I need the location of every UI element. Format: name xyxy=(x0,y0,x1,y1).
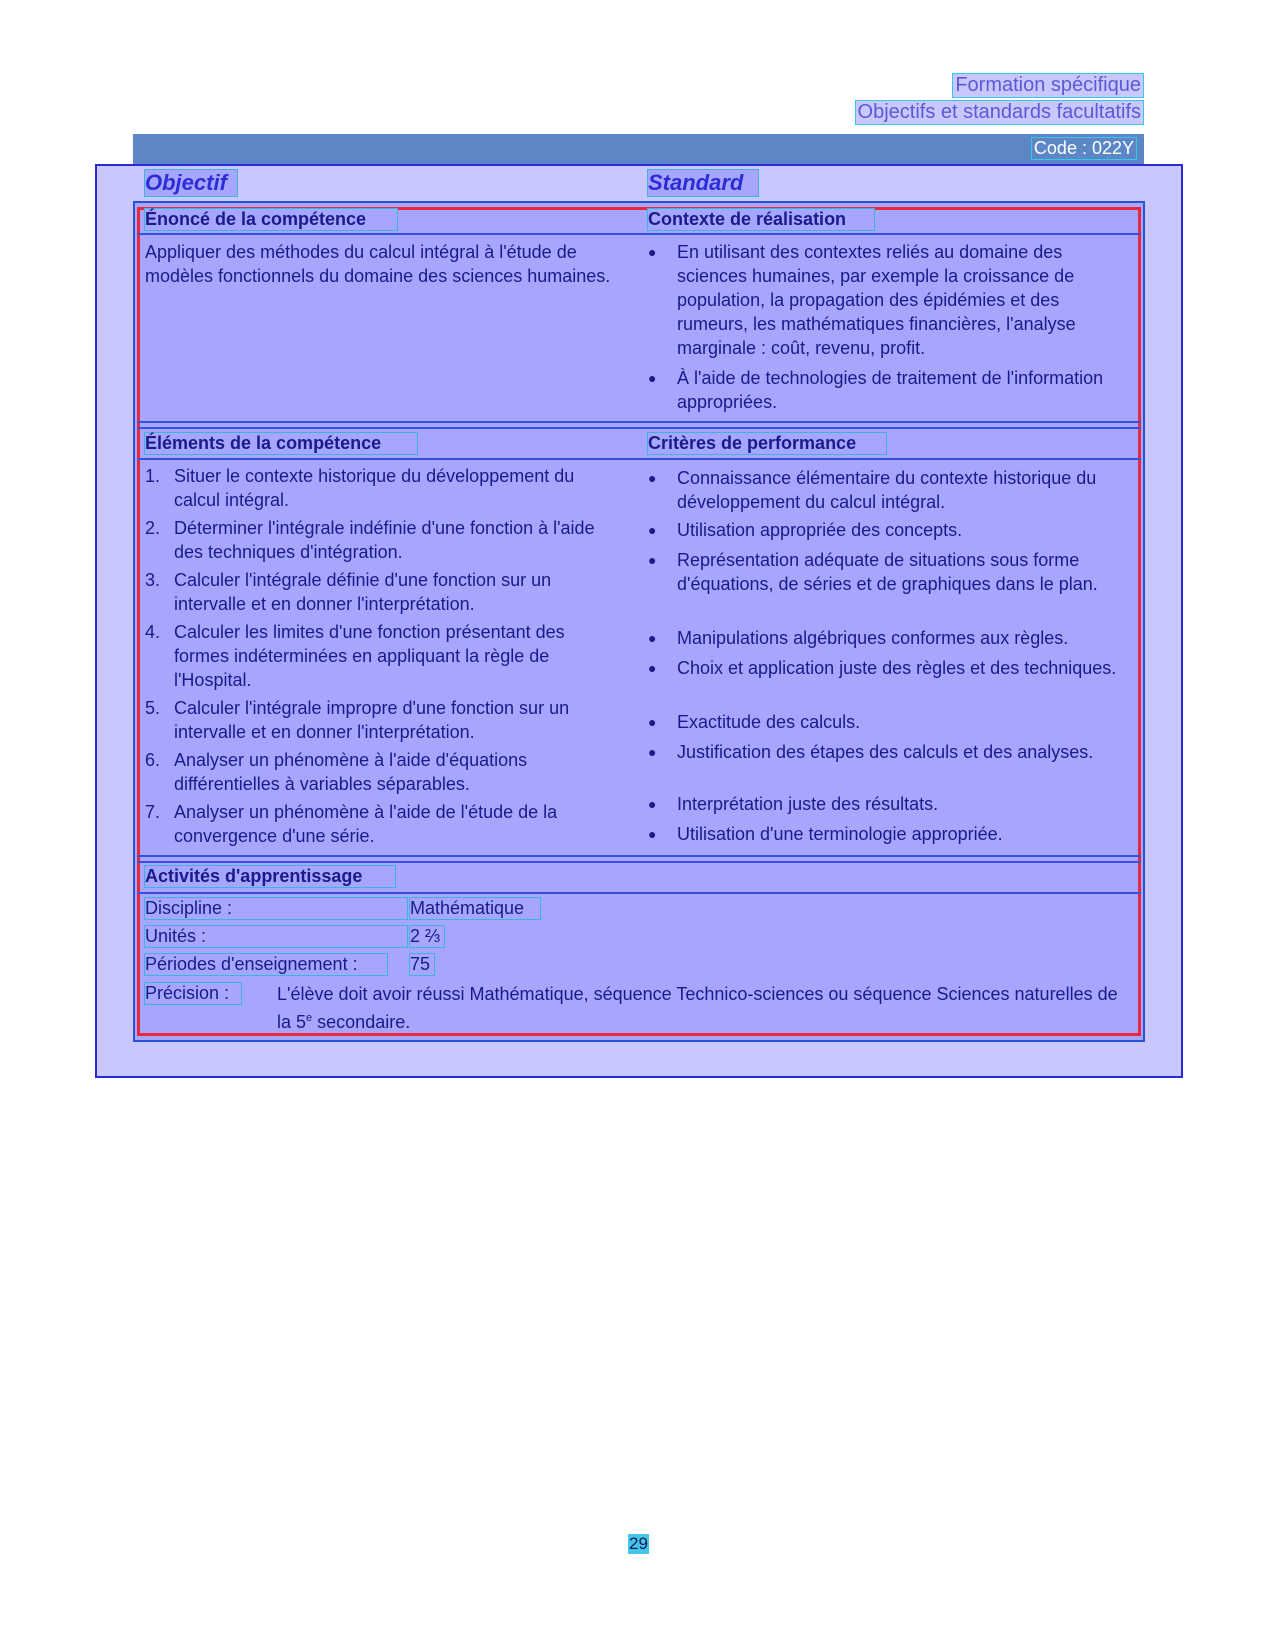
code-bar xyxy=(133,134,1144,164)
element-item: 6. Analyser un phénomène à l'aide d'équations différentielles à variables séparables. xyxy=(145,750,528,794)
bullet-icon: ● xyxy=(648,522,657,538)
bullet-icon: ● xyxy=(648,630,657,646)
page-number: 29 xyxy=(629,1534,648,1553)
divider xyxy=(137,421,1141,423)
element-item: 5. Calculer l'intégrale impropre d'une fonction sur un intervalle et en donner l'interprétation. xyxy=(145,698,570,742)
bullet-icon: ● xyxy=(648,244,657,260)
divider xyxy=(137,427,1141,429)
bullet-icon: ● xyxy=(648,470,657,486)
divider xyxy=(137,892,1141,894)
critere-item: ● Utilisation d'une terminologie appropriée. xyxy=(648,824,1003,844)
critere-item: ● Utilisation appropriée des concepts. xyxy=(648,520,963,540)
contexte-item: ● En utilisant des contextes reliés au domaine des sciences humaines, par exemple la croissance de population, la propagation des épidémies et des rumeurs, les mathématiques financières, l'analyse marginale : coût, revenu, profit. xyxy=(648,242,1076,358)
precision-value: L'élève doit avoir réussi Mathématique, séquence Technico-sciences ou séquence Sciences naturelles de la 5e secondaire. xyxy=(277,984,1118,1032)
precision-label: Précision : xyxy=(145,983,241,1004)
bullet-icon: ● xyxy=(648,714,657,730)
periodes-label: Périodes d'enseignement : xyxy=(145,954,387,975)
element-item: 7. Analyser un phénomène à l'aide de l'étude de la convergence d'une série. xyxy=(145,802,558,846)
element-item: 4. Calculer les limites d'une fonction présentant des formes indéterminées en appliquant la règle de l'Hospital. xyxy=(145,622,565,690)
critere-item: ● Interprétation juste des résultats. xyxy=(648,794,939,814)
column-title-objectif: Objectif xyxy=(145,170,237,196)
element-item: 1. Situer le contexte historique du développement du calcul intégral. xyxy=(145,466,575,510)
bullet-icon: ● xyxy=(648,660,657,676)
discipline-value: Mathématique xyxy=(410,898,540,919)
unites-label: Unités : xyxy=(145,926,407,947)
divider xyxy=(137,861,1141,863)
bullet-icon: ● xyxy=(648,552,657,568)
divider xyxy=(137,233,1141,235)
periodes-value: 75 xyxy=(410,954,434,975)
header-objectifs: Objectifs et standards facultatifs xyxy=(857,101,1141,123)
critere-item: ● Représentation adéquate de situations sous forme d'équations, de séries et de graphiques dans le plan. xyxy=(648,550,1098,594)
discipline-label: Discipline : xyxy=(145,898,407,919)
element-item: 2. Déterminer l'intégrale indéfinie d'une fonction à l'aide des techniques d'intégration. xyxy=(145,518,595,562)
section-title-activites: Activités d'apprentissage xyxy=(145,866,395,887)
divider xyxy=(137,458,1141,460)
critere-item: ● Exactitude des calculs. xyxy=(648,712,861,732)
section-title-elements: Éléments de la compétence xyxy=(145,433,417,454)
course-code: Code : 022Y xyxy=(1033,138,1134,158)
critere-item: ● Choix et application juste des règles et des techniques. xyxy=(648,658,1117,678)
divider xyxy=(137,855,1141,857)
bullet-icon: ● xyxy=(648,796,657,812)
column-title-standard: Standard xyxy=(648,170,758,196)
header-formation: Formation spécifique xyxy=(955,74,1141,96)
section-title-criteres: Critères de performance xyxy=(648,433,886,454)
enonce-text: Appliquer des méthodes du calcul intégral à l'étude de modèles fonctionnels du domaine des sciences humaines. xyxy=(145,242,611,286)
critere-item: ● Justification des étapes des calculs et des analyses. xyxy=(648,742,1094,762)
bullet-icon: ● xyxy=(648,744,657,760)
section-title-enonce: Énoncé de la compétence xyxy=(145,209,397,230)
unites-value: 2 ⅔ xyxy=(410,926,444,947)
element-item: 3. Calculer l'intégrale définie d'une fonction sur un intervalle et en donner l'interprétation. xyxy=(145,570,552,614)
bullet-icon: ● xyxy=(648,826,657,842)
bullet-icon: ● xyxy=(648,370,657,386)
contexte-item: ● À l'aide de technologies de traitement de l'information appropriées. xyxy=(648,368,1104,412)
critere-item: ● Manipulations algébriques conformes aux règles. xyxy=(648,628,1069,648)
section-title-contexte: Contexte de réalisation xyxy=(648,209,874,230)
critere-item: ● Connaissance élémentaire du contexte historique du développement du calcul intégral. xyxy=(648,468,1097,512)
